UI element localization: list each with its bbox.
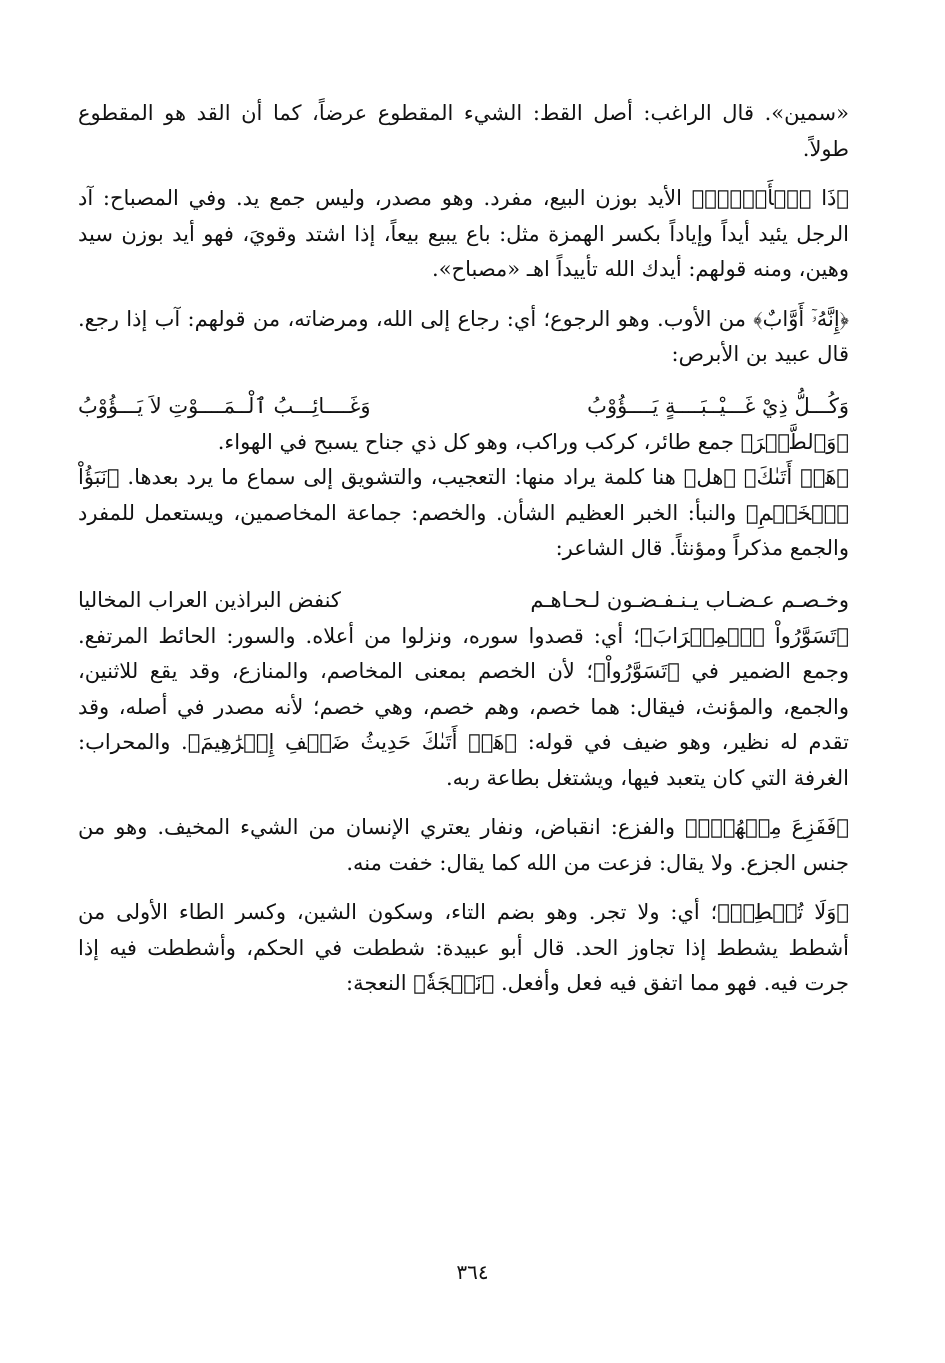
paragraph-hal-ataka: ﴿هَلۡ أَتَىٰكَ﴾ ﴿هل﴾ هنا كلمة يراد منها: التعجيب، والتشويق إلى سماع ما يرد بعدها. ﴿نَبَؤُاْ ٱلۡخَصۡمِ﴾ والنبأ: الخبر العظيم الشأن. والخصم: جماعة المخاصمين، ويستعمل للمفرد والجمع مذكراً ومؤنثاً. قال الشاعر: bbox=[78, 465, 849, 560]
verse-right-hemistich: وخـصـم عـضـاب يـنـفـضـون لـحـاهـم bbox=[530, 587, 849, 612]
paragraph-la-tushtit: ﴿وَلَا تُشۡطِطۡ﴾؛ أي: ولا تجر. وهو بضم التاء، وسكون الشين، وكسر الطاء الأولى من أشطط يشطط إذا تجاوز الحد. قال أبو عبيدة: شططت في الحكم، وأشططت فيه إذا جرت فيه. فهو مما اتفق فيه فعل وأفعل. ﴿نَعۡجَةٗ﴾ النعجة: bbox=[78, 900, 849, 995]
paragraph-fazia: ﴿فَفَزِعَ مِنۡهُمۡۖ﴾ والفزع: انقباض، ونفار يعتري الإنسان من الشيء المخيف. وهو من جنس الجزع. ولا يقال: فزعت من الله كما يقال: خفت منه. bbox=[78, 815, 849, 875]
verse-left-hemistich: وَغَــــائِـــبُ ٱلْــمَــــوْتِ لاَ يَـــؤُوْبُ bbox=[78, 393, 371, 418]
verse-right-hemistich: وَكُـــلُّ ذِيْ غَـــيْــبَــــةٍ يَــــؤُوْبُ bbox=[587, 393, 849, 418]
paragraph-awwab: ﴿إِنَّهُۥٓ أَوَّابٌ﴾ من الأوب. وهو الرجوع؛ أي: رجاع إلى الله، ومرضاته، من قولهم: آب إذا رجع. قال عبيد بن الأبرص: bbox=[78, 306, 849, 366]
paragraph-dhal-ayd: ﴿ذَا ٱلۡأَيۡدِۖ﴾ الأيد بوزن البيع، مفرد. وهو مصدر، وليس جمع يد. وفي المصباح: آد الرجل يئيد أيداً وإياداً بكسر الهمزة مثل: باع يبيع بيعاً، إذا اشتد وقويَ، فهو أيد بوزن سيد وهين، ومنه قولهم: أيدك الله تأييداً اهـ «مصباح». bbox=[78, 186, 849, 281]
poetry-verse-abid bbox=[78, 387, 849, 425]
poetry-verse-khasm bbox=[78, 581, 849, 619]
paragraph-tayr: ﴿وَٱلطَّيۡرَ﴾ جمع طائر، كركب وراكب، وهو كل ذي جناح يسبح في الهواء. bbox=[217, 429, 849, 454]
paragraph-sameen: «سمين». قال الراغب: أصل القط: الشيء المقطوع عرضاً، كما أن القد هو المقطوع طولاً. bbox=[78, 101, 849, 161]
page-number: ٣٦٤ bbox=[456, 1260, 489, 1284]
page-body bbox=[78, 96, 849, 1002]
paragraph-tasawwaru: ﴿تَسَوَّرُواْ ٱلۡمِحۡرَابَ﴾؛ أي: قصدوا سوره، ونزلوا من أعلاه. والسور: الحائط المرتفع. وجمع الضمير في ﴿تَسَوَّرُواْ﴾؛ لأن الخصم بمعنى المخاصم، والمنازع، وقد يقع للاثنين، والجمع، والمؤنث، فيقال: هما خصم، وهم خصم، وهي خصم؛ لأنه مصدر في أصله، وقد تقدم له نظير، وهو ضيف في قوله: ﴿هَلۡ أَتَىٰكَ حَدِيثُ ضَيۡفِ إِبۡرَٰهِيمَ﴾. والمحراب: الغرفة التي كان يتعبد فيها، ويشتغل بطاعة ربه. bbox=[78, 623, 849, 790]
verse-left-hemistich: كنفض البراذين العراب المخاليا bbox=[78, 587, 341, 612]
